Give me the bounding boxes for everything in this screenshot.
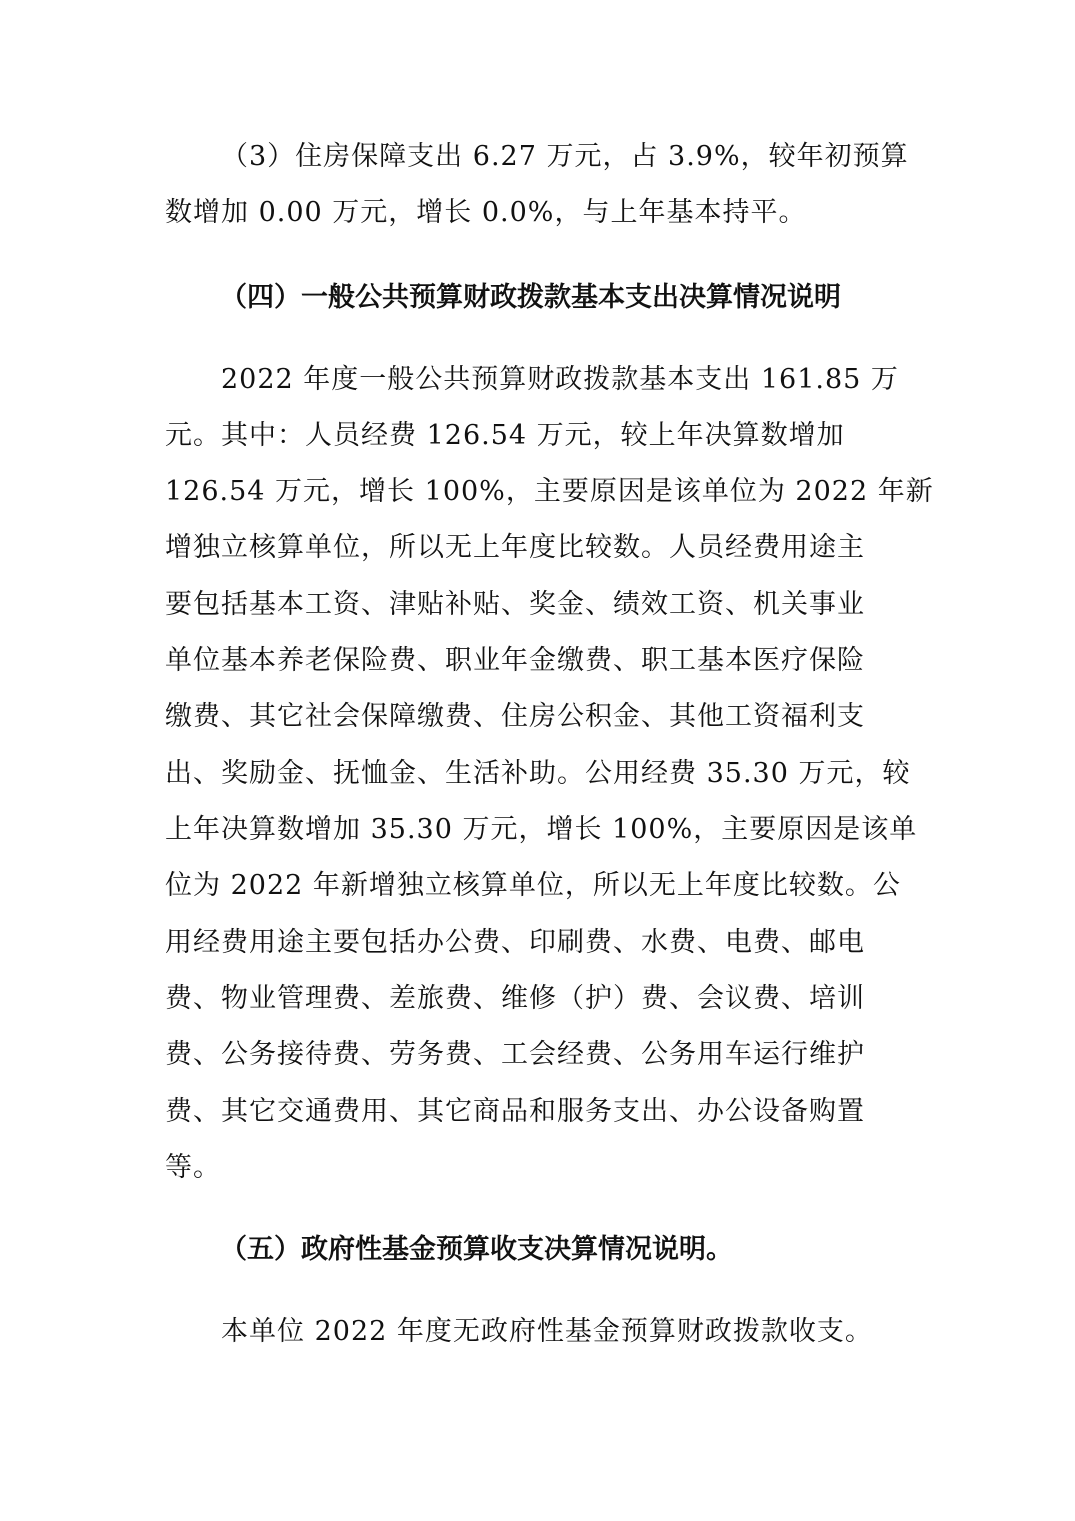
- paragraph-basic-expenditure-line-14: 费、其它交通费用、其它商品和服务支出、办公设备购置: [165, 1096, 865, 1127]
- paragraph-basic-expenditure-line-4: 增独立核算单位，所以无上年度比较数。人员经费用途主: [165, 532, 865, 563]
- paragraph-basic-expenditure-line-1: 2022 年度一般公共预算财政拨款基本支出 161.85 万: [221, 364, 899, 395]
- section-heading-4: （四）一般公共预算财政拨款基本支出决算情况说明: [220, 282, 841, 313]
- paragraph-basic-expenditure-line-8: 出、奖励金、抚恤金、生活补助。公用经费 35.30 万元，较: [165, 758, 911, 789]
- paragraph-basic-expenditure-line-2: 元。其中：人员经费 126.54 万元，较上年决算数增加: [165, 420, 845, 451]
- paragraph-basic-expenditure-line-13: 费、公务接待费、劳务费、工会经费、公务用车运行维护: [165, 1039, 865, 1070]
- paragraph-housing-line-1: （3）住房保障支出 6.27 万元，占 3.9%，较年初预算: [221, 141, 909, 172]
- paragraph-basic-expenditure-line-3: 126.54 万元，增长 100%，主要原因是该单位为 2022 年新: [165, 476, 934, 507]
- paragraph-housing-line-2: 数增加 0.00 万元，增长 0.0%，与上年基本持平。: [165, 197, 807, 228]
- paragraph-basic-expenditure-line-6: 单位基本养老保险费、职业年金缴费、职工基本医疗保险: [165, 645, 865, 676]
- paragraph-basic-expenditure-line-5: 要包括基本工资、津贴补贴、奖金、绩效工资、机关事业: [165, 589, 865, 620]
- paragraph-basic-expenditure-line-7: 缴费、其它社会保障缴费、住房公积金、其他工资福利支: [165, 701, 865, 732]
- paragraph-basic-expenditure-line-10: 位为 2022 年新增独立核算单位，所以无上年度比较数。公: [165, 870, 901, 901]
- paragraph-basic-expenditure-line-11: 用经费用途主要包括办公费、印刷费、水费、电费、邮电: [165, 927, 865, 958]
- paragraph-basic-expenditure-line-12: 费、物业管理费、差旅费、维修（护）费、会议费、培训: [165, 983, 865, 1014]
- section-heading-5: （五）政府性基金预算收支决算情况说明。: [220, 1234, 733, 1265]
- paragraph-government-fund-line-1: 本单位 2022 年度无政府性基金预算财政拨款收支。: [221, 1316, 873, 1347]
- paragraph-basic-expenditure-line-15: 等。: [165, 1152, 221, 1183]
- paragraph-basic-expenditure-line-9: 上年决算数增加 35.30 万元，增长 100%，主要原因是该单: [165, 814, 918, 845]
